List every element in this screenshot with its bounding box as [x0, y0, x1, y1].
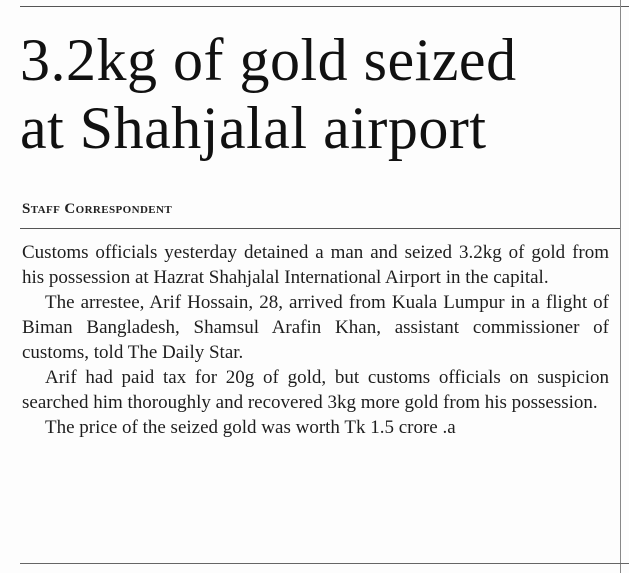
headline-line-2: at Shahjalal airport: [20, 95, 487, 161]
top-rule: [20, 6, 629, 7]
paragraph-4: The price of the seized gold was worth Tk 1.5 crore .a: [45, 417, 456, 438]
paragraph-1: Customs officials yesterday detained a man and seized 3.2kg of gold from his possession at Hazrat Shahjalal International Airport in the capital.: [22, 242, 609, 288]
byline-rule: [20, 228, 620, 229]
headline-line-1: 3.2kg of gold seized: [20, 27, 517, 93]
bottom-rule: [20, 563, 629, 564]
paragraph-3: Arif had paid tax for 20g of gold, but customs officials on suspicion searched him thoroughly and recovered 3kg more gold from his possession.: [22, 367, 609, 413]
byline: Staff Correspondent: [22, 201, 173, 217]
right-column-rule: [620, 0, 621, 573]
headline: [20, 26, 620, 162]
paragraph-2: The arrestee, Arif Hossain, 28, arrived from Kuala Lumpur in a flight of Biman Bangladesh, Shamsul Arafin Khan, assistant commissioner of customs, told The Daily Star.: [22, 292, 609, 363]
article-body: [22, 240, 609, 440]
